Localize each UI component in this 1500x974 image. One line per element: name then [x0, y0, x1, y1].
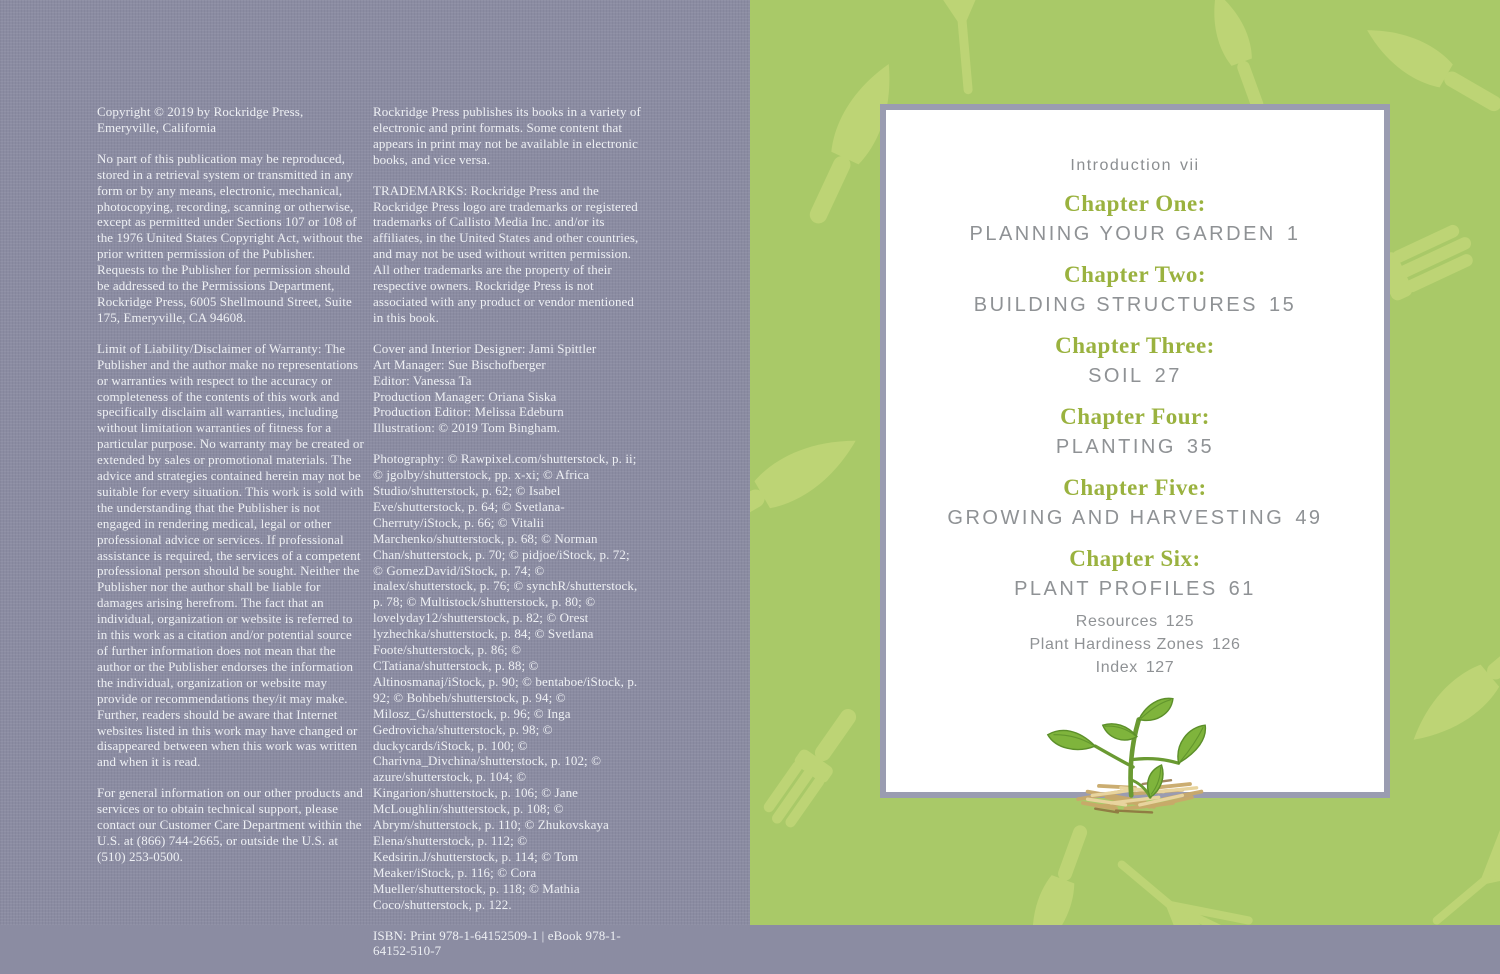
toc-introduction-entry: [886, 156, 1384, 176]
chapter-page: 27: [1154, 365, 1182, 387]
toc-index-entry: Index 127: [1095, 659, 1175, 676]
chapter-heading: Chapter Six:: [1069, 546, 1201, 571]
trademarks-notice: TRADEMARKS: Rockridge Press and the Rockridge Press logo are trademarks or registered trademarks of Callisto Media Inc. and/or its affiliates, in the United States and other countries, and may not be used without written permission. All other trademarks are the property of their respective owners. Rockridge Press is not associated with any product or vendor mentioned in this book.: [373, 182, 639, 325]
contents-page: [750, 0, 1500, 925]
toc-chapter-two: [886, 260, 1384, 318]
toc-resources-entry: Resources 125: [1075, 613, 1195, 630]
chapter-heading: Chapter Four:: [1060, 404, 1210, 429]
toc-introduction-label: Introduction: [1070, 157, 1172, 174]
credit-art-manager: Art Manager: Sue Bischofberger: [373, 356, 546, 372]
chapter-heading: Chapter One:: [1064, 191, 1206, 216]
chapter-page: 49: [1295, 507, 1323, 529]
toc-chapter-four: [886, 402, 1384, 460]
customer-care-info: For general information on our other products and services or to obtain technical support, please contact our Customer Care Department within the U.S. at (866) 744-2665, or outside the U.S. at (510) 253-0500.: [97, 785, 363, 864]
formats-notice: Rockridge Press publishes its books in a variety of electronic and print formats. Some content that appears in print may not be available in electronic books, and vice versa.: [373, 104, 641, 167]
seedling-illustration: [886, 693, 1384, 826]
chapter-heading: Chapter Five:: [1063, 475, 1207, 500]
toc-chapter-three: [886, 331, 1384, 389]
toc-hardiness-zones-entry: Plant Hardiness Zones 126: [1029, 636, 1241, 653]
reproduction-notice: No part of this publication may be reproduced, stored in a retrieval system or transmitted in any form or by any means, electronic, mechanical, photocopying, recording, scanning or otherwise, except as permitted under Sections 107 or 108 of the 1976 United States Copyright Act, without the prior written permission of the Publisher. Requests to the Publisher for permission should be addressed to the Permissions Department, Rockridge Press, 6005 Shellmound Street, Suite 175, Emeryville, CA 94608.: [97, 150, 363, 325]
credit-editor: Editor: Vanessa Ta: [373, 372, 472, 388]
copyright-page: [0, 0, 750, 959]
toc-chapter-one: [886, 189, 1384, 247]
toc-resources-page: 125: [1165, 613, 1195, 630]
credit-production-manager: Production Manager: Oriana Siska: [373, 388, 557, 404]
liability-disclaimer: Limit of Liability/Disclaimer of Warranty: The Publisher and the author make no representations or warranties with respect to the accuracy or completeness of the contents of this work and specifically disclaim all warranties, including without limitation warranties of fitness for a particular purpose. No warranty may be created or extended by sales or promotional materials. The advice and strategies contained herein may not be suitable for every situation. This work is sold with the understanding that the Publisher is not engaged in rendering medical, legal or other professional advice or services. If professional assistance is required, the services of a competent professional person should be sought. Neither the Publisher nor the author shall be liable for damages arising herefrom. The fact that an individual, organization or website is referred to in this work as a citation and/or potential source of further information does not mean that the author or the Publisher endorses the information the individual, organization or website may provide or recommendations they/it may make. Further, readers should be aware that Internet websites listed in this work may have changed or disappeared between when this work was written and when it is read.: [97, 340, 364, 770]
chapter-title: SOIL 27: [1088, 365, 1182, 387]
credit-production-editor: Production Editor: Melissa Edeburn: [373, 404, 564, 420]
toc-chapter-five: [886, 473, 1384, 531]
chapter-page: 35: [1186, 436, 1215, 458]
photography-credits: Photography: © Rawpixel.com/shutterstock, p. ii; © jgolby/shutterstock, pp. x-xi; © Africa Studio/shutterstock, p. 62; © Isabel Eve/shutterstock, p. 64; © Svetlana-Cherruty/iStock, p. 66; © Vitalii Marchenko/shutterstock, p. 68; © Norman Chan/shutterstock, p. 70; © pidjoe/iStock, p. 72; © GomezDavid/iStock, p. 74; © inalex/shutterstock, p. 76; © synchR/shutterstock, p. 78; © Multistock/shutterstock, p. 80; © lovelyday12/shutterstock, p. 82; © Orest lyzhechka/shutterstock, p. 84; © Svetlana Foote/shutterstock, p. 86; © CTatiana/shutterstock, p. 88; © Altinosmanaj/iStock, p. 90; © bentaboe/iStock, p. 92; © Bohbeh/shutterstock, p. 94; © Milosz_G/shutterstock, p. 96; © Inga Gedrovicha/shutterstock, p. 98; © duckycards/iStock, p. 100; © Charivna_Divchina/shutterstock, p. 102; © azure/shutterstock, p. 104; © Kingarion/shutterstock, p. 106; © Jane McLoughlin/shutterstock, p. 108; © Abrym/shutterstock, p. 110; © Zhukovskaya Elena/shutterstock, p. 112; © Kedsirin.J/shutterstock, p. 114; © Tom Meaker/iStock, p. 116; © Cora Mueller/shutterstock, p. 118; © Mathia Coco/shutterstock, p. 122.: [373, 451, 638, 912]
chapter-page: 61: [1228, 578, 1256, 600]
chapter-page: 15: [1268, 294, 1297, 316]
chapter-title: PLANNING YOUR GARDEN 1: [969, 223, 1301, 245]
toc-index-page: 127: [1145, 659, 1175, 676]
chapter-title: BUILDING STRUCTURES 15: [973, 294, 1297, 316]
credit-illustration: Illustration: © 2019 Tom Bingham.: [373, 420, 561, 436]
chapter-heading: Chapter Three:: [1055, 333, 1215, 358]
copyright-notice: Copyright © 2019 by Rockridge Press, Emeryville, California: [97, 104, 304, 135]
table-of-contents-card: [880, 104, 1390, 798]
copyright-column-1: [97, 104, 365, 880]
chapter-title: PLANT PROFILES 61: [1014, 578, 1256, 600]
chapter-page: 1: [1286, 223, 1301, 245]
credits-block: [373, 341, 641, 436]
isbn-line: ISBN: Print 978-1-64152509-1 | eBook 978-1-64152-510-7: [373, 927, 621, 959]
toc-back-matter: [886, 610, 1384, 679]
toc-chapter-six: [886, 544, 1384, 602]
copyright-column-2: [373, 104, 641, 974]
chapter-title: GROWING AND HARVESTING 49: [947, 507, 1323, 529]
toc-introduction-page: vii: [1180, 157, 1200, 174]
credit-designer: Cover and Interior Designer: Jami Spittler: [373, 340, 597, 356]
toc-hardiness-zones-page: 126: [1211, 636, 1241, 653]
chapter-title: PLANTING 35: [1055, 436, 1215, 458]
chapter-heading: Chapter Two:: [1063, 262, 1207, 287]
